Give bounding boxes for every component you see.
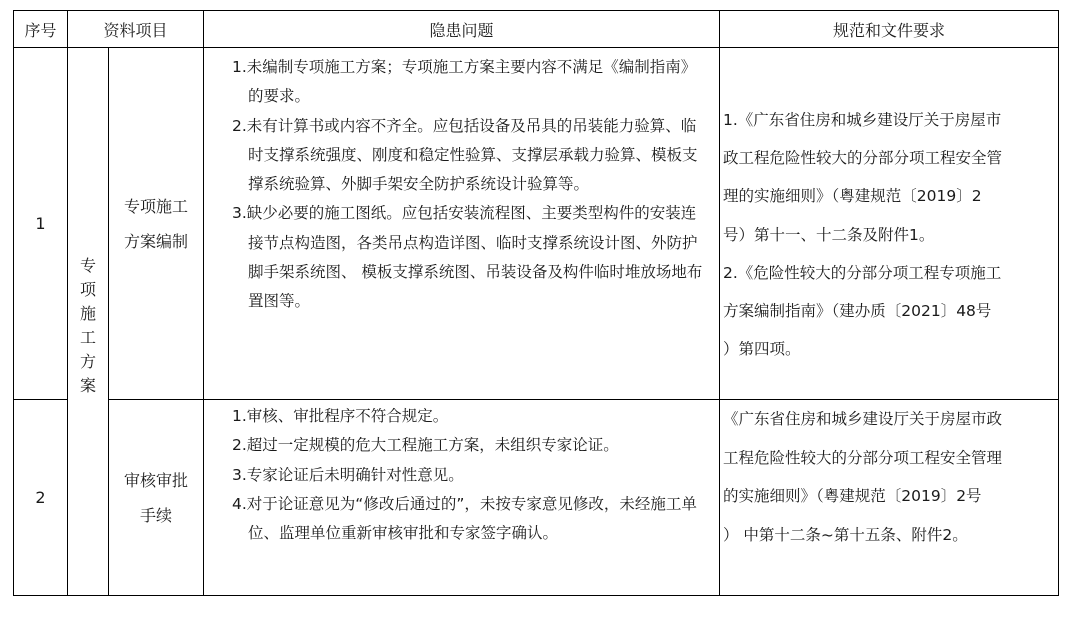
spec-line: 工程危险性较大的分部分项工程安全管理 (723, 448, 1003, 467)
spec-line: ）第四项。 (723, 340, 801, 359)
row-2-serial: 2 (35, 488, 46, 507)
table-border-bottom (13, 595, 1059, 596)
issue-item: 4.对于论证意见为“修改后通过的”，未按专家意见修改，未经施工单位、监理单位重新审核审批和专家签字确认。 (232, 494, 697, 543)
row-1-item (109, 48, 203, 399)
row-2-item-line: 审核审批 (123, 470, 188, 490)
issue-item: 1.审核、审批程序不符合规定。 (232, 407, 449, 425)
issue-item: 2.超过一定规模的危大工程施工方案，未组织专家论证。 (232, 436, 619, 455)
group-label-special-plan (68, 48, 108, 595)
group-label-char: 方 (79, 351, 96, 371)
group-label-char: 工 (79, 327, 96, 347)
spec-line: 号）第十一、十二条及附件1。 (723, 225, 935, 244)
table-border-right (1058, 10, 1059, 596)
header-serial-no: 序号 (24, 20, 57, 40)
group-label-char: 施 (79, 303, 96, 323)
spec-line: 《广东省住房和城乡建设厅关于房屋市政 (723, 410, 1003, 428)
row-2-issues (204, 402, 719, 595)
issue-item: 2.未有计算书或内容不齐全。应包括设备及吊具的吊装能力验算、临时支撑系统强度、刚度和稳定性验算、支撑层承载力验算、模板支撑系统验算、外脚手架安全防护系统设计验算等。 (232, 116, 698, 194)
issue-item: 1.未编制专项施工方案；专项施工方案主要内容不满足《编制指南》的要求。 (232, 58, 697, 106)
row-1-item-line: 专项施工 (123, 196, 188, 216)
spec-line: 的实施细则》（粤建规范〔2019〕2号 (723, 487, 982, 505)
row-1-issues (204, 53, 719, 399)
spec-line: 方案编制指南》（建办质〔2021〕48号 (723, 302, 992, 321)
issue-item: 3.缺少必要的施工图纸。应包括安装流程图、主要类型构件的安装连接节点构造图，各类吊点构造详图、临时支撑系统设计图、外防护脚手架系统图、 模板支撑系统图、吊装设备及构件临时堆放场地布置图等。 (232, 204, 703, 311)
row-1-spec (720, 101, 1058, 371)
issue-item: 3.专家论证后未明确针对性意见。 (232, 465, 464, 484)
group-label-char: 项 (79, 279, 96, 299)
spec-line: 2.《危险性较大的分部分项工程专项施工 (723, 263, 1002, 282)
spec-line: ） 中第十二条~第十五条、附件2。 (723, 525, 968, 544)
row-2-item-line: 手续 (139, 505, 172, 525)
header-document-item: 资料项目 (103, 20, 168, 40)
row-1-serial: 1 (35, 214, 46, 233)
group-label-char: 专 (79, 255, 96, 275)
spec-line: 理的实施细则》（粤建规范〔2019〕2 (723, 187, 982, 206)
row-1-item-line: 方案编制 (123, 231, 188, 251)
header-spec-requirement: 规范和文件要求 (832, 20, 945, 40)
spec-line: 1.《广东省住房和城乡建设厅关于房屋市 (723, 111, 1002, 129)
spec-line: 政工程危险性较大的分部分项工程安全管 (723, 149, 1003, 168)
row-2-item (109, 400, 203, 595)
row-2-spec (720, 400, 1058, 560)
header-hazard-issue: 隐患问题 (429, 20, 494, 40)
group-label-char: 案 (79, 375, 96, 395)
